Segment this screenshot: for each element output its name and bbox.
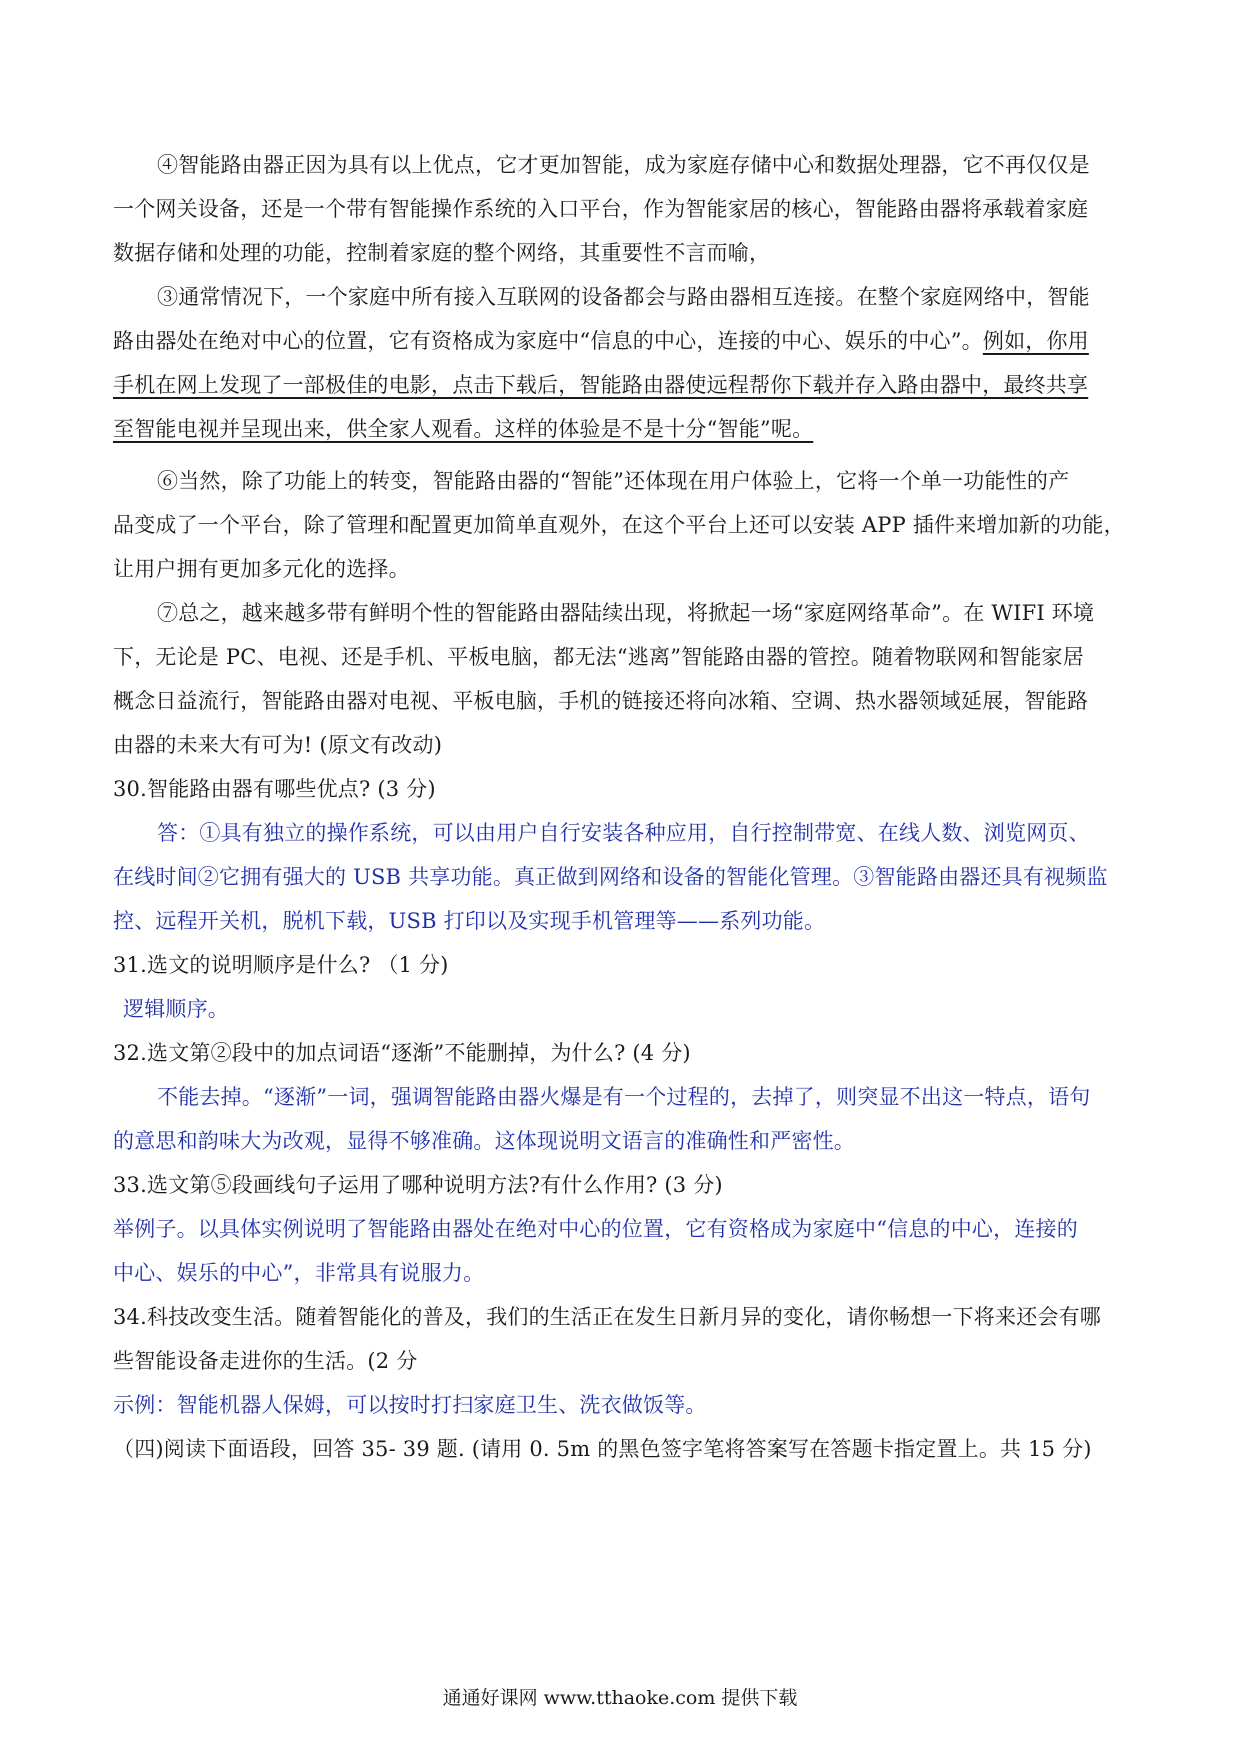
para6-line2: 品变成了一个平台，除了管理和配置更加简单直观外，在这个平台上还可以安装 APP 插件来增加新的功能， — [113, 513, 1125, 537]
para7-line3: 概念日益流行，智能路由器对电视、平板电脑，手机的链接还将向冰箱、空调、热水器领域延展，智能路 — [113, 689, 1089, 713]
answer-30-line3: 控、远程开关机，脱机下载，USB 打印以及实现手机管理等——系列功能。 — [113, 909, 826, 933]
answer-30-line2: 在线时间②它拥有强大的 USB 共享功能。真正做到网络和设备的智能化管理。③智能路由器还具有视频监 — [113, 865, 1108, 889]
para6-line3: 让用户拥有更加多元化的选择。 — [113, 557, 410, 581]
footer-source: 通通好课网 www.tthaoke.com 提供下载 — [442, 1687, 798, 1709]
para5-line1: ③通常情况下，一个家庭中所有接入互联网的设备都会与路由器相互连接。在整个家庭网络中，智能 — [157, 285, 1090, 309]
question-30: 30.智能路由器有哪些优点? (3 分) — [113, 777, 436, 801]
answer-31: 逻辑顺序。 — [123, 997, 229, 1021]
question-32: 32.选文第②段中的加点词语“逐渐”不能删掉，为什么? (4 分) — [113, 1041, 691, 1065]
para7-line4: 由器的未来大有可为! (原文有改动) — [113, 733, 443, 757]
para7-line1: ⑦总之，越来越多带有鲜明个性的智能路由器陆续出现，将掀起一场“家庭网络革命”。在 WIFI 环境 — [157, 601, 1095, 625]
underlined-example-end: 至智能电视并呈现出来，供全家人观看。这样的体验是不是十分“智能”呢。 — [113, 417, 814, 441]
underlined-example-start: 例如，你用 — [982, 329, 1089, 353]
question-31: 31.选文的说明顺序是什么? （1 分) — [113, 953, 449, 977]
para4-line3: 数据存储和处理的功能，控制着家庭的整个网络，其重要性不言而喻， — [113, 241, 771, 265]
para5-line2-text: 路由器处在绝对中心的位置，它有资格成为家庭中“信息的中心，连接的中心、娱乐的中心”。 — [113, 329, 983, 353]
answer-30-line1: 答：①具有独立的操作系统，可以由用户自行安装各种应用，自行控制带宽、在线人数、浏览网页、 — [157, 821, 1090, 845]
question-33: 33.选文第⑤段画线句子运用了哪种说明方法?有什么作用? (3 分) — [113, 1173, 723, 1197]
answer-33-line1: 举例子。以具体实例说明了智能路由器处在绝对中心的位置，它有资格成为家庭中“信息的中心，连接的 — [113, 1217, 1078, 1241]
underlined-example-line: 手机在网上发现了一部极佳的电影，点击下载后，智能路由器使远程帮你下载并存入路由器中，最终共享 — [113, 373, 1089, 397]
para6-line1: ⑥当然，除了功能上的转变，智能路由器的“智能”还体现在用户体验上，它将一个单一功能性的产 — [157, 469, 1070, 493]
para7-line2: 下，无论是 PC、电视、还是手机、平板电脑，都无法“逃离”智能路由器的管控。随着物联网和智能家居 — [113, 645, 1084, 669]
section-4-instructions: （四)阅读下面语段，回答 35- 39 题. (请用 0. 5m 的黑色签字笔将答案写在答题卡指定置上。共 15 分) — [113, 1437, 1092, 1461]
answer-34: 示例：智能机器人保姆，可以按时打扫家庭卫生、洗衣做饭等。 — [113, 1393, 707, 1417]
para4-line2: 一个网关设备，还是一个带有智能操作系统的入口平台，作为智能家居的核心，智能路由器将承载着家庭 — [113, 197, 1089, 221]
para4-line1: ④智能路由器正因为具有以上优点，它才更加智能，成为家庭存储中心和数据处理器，它不再仅仅是 — [157, 153, 1090, 177]
answer-32-line2: 的意思和韵味大为改观，显得不够准确。这体现说明文语言的准确性和严密性。 — [113, 1129, 855, 1153]
question-34-line1: 34.科技改变生活。随着智能化的普及，我们的生活正在发生日新月异的变化，请你畅想一下将来还会有哪 — [113, 1305, 1101, 1329]
answer-33-line2: 中心、娱乐的中心”，非常具有说服力。 — [113, 1261, 485, 1285]
question-34-line2: 些智能设备走进你的生活。(2 分 — [113, 1349, 418, 1373]
answer-32-line1: 不能去掉。“逐渐”一词，强调智能路由器火爆是有一个过程的，去掉了，则突显不出这一特点，语句 — [157, 1085, 1091, 1109]
para5-line2 — [113, 326, 1089, 356]
